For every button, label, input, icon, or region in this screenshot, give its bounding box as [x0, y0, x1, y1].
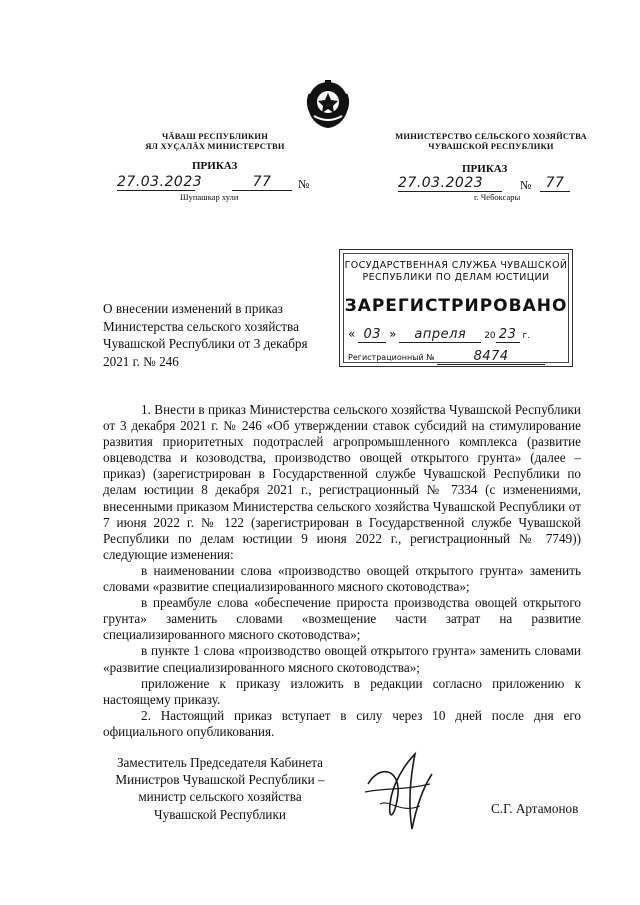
stamp-year-prefix: 20 [484, 331, 496, 341]
subject-line: Чувашской Республики от 3 декабря [103, 336, 308, 351]
subject-line: Министерства сельского хозяйства [103, 318, 299, 334]
republic-emblem-icon [304, 80, 352, 130]
subject-line: О внесении изменений в приказ [103, 301, 283, 316]
right-title-line: ЧУВАШСКОЙ РЕСПУБЛИКИ [428, 141, 554, 151]
stamp-number-line [348, 349, 570, 365]
body-paragraph: 2. Настоящий приказ вступает в силу через 10 дней после дня его официального опубликования. [103, 707, 581, 739]
stamp-inner-border [343, 253, 569, 363]
left-order-number: 77 [232, 174, 292, 191]
subject-line: 2021 г. № 246 [103, 353, 179, 369]
right-order-number: 77 [540, 175, 570, 192]
right-order-date: 27.03.2023 [398, 175, 502, 192]
left-title-line: ЯЛ ХУÇАЛĂХ МИНИСТЕРСТВИ [145, 141, 285, 151]
right-number-label: № [520, 178, 532, 192]
stamp-day: 03 [358, 327, 386, 343]
stamp-year-unit: г. [522, 331, 531, 341]
registration-stamp [339, 249, 573, 367]
body-paragraph: приложение к приказу изложить в редакции согласно приложению к настоящему приказу. [103, 675, 581, 707]
right-title-line: МИНИСТЕРСТВО СЕЛЬСКОГО ХОЗЯЙСТВА [395, 131, 587, 141]
stamp-close-quote: » [389, 327, 397, 341]
signer-position [100, 754, 340, 823]
stamp-agency [344, 260, 568, 284]
body-paragraph: в пункте 1 слова «производство овощей открытого грунта» заменить словами «развитие специализированного мясного скотоводства»; [103, 643, 581, 675]
stamp-year-suffix: 23 [496, 327, 520, 343]
stamp-date-line [348, 327, 570, 343]
left-ministry-title [140, 131, 290, 151]
right-city: г. Чебоксары [474, 192, 521, 202]
left-order-word: ПРИКАЗ [192, 160, 238, 172]
stamp-open-quote: « [348, 327, 356, 341]
left-order-date: 27.03.2023 [117, 174, 203, 190]
left-city: Шупашкар хули [180, 192, 239, 202]
stamp-agency-line: ГОСУДАРСТВЕННАЯ СЛУЖБА ЧУВАШСКОЙ [344, 260, 568, 271]
left-title-line: ЧĂВАШ РЕСПУБЛИКИН [161, 131, 269, 141]
handwritten-signature [360, 744, 440, 839]
body-paragraph: в наименовании слова «производство овощей открытого грунта» заменить словами «развитие специализированного мясного скотоводства»; [103, 562, 581, 595]
stamp-reg-number: 8474 [437, 349, 545, 365]
stamp-agency-line: РЕСПУБЛИКИ ПО ДЕЛАМ ЮСТИЦИИ [362, 272, 550, 283]
signer-position-line: Заместитель Председателя Кабинета [116, 755, 324, 770]
body-paragraph: 1. Внести в приказ Министерства сельского хозяйства Чувашской Республики от 3 декабря 2021 г. № 246 «Об утверждении ставок субсидий на стимулирование развития приоритетных подотраслей агропромышленного комплекса (развитие овцеводства и козоводства, производство овощей открытого грунта» (далее – приказ) (зарегистрирован в Государственной службе Чувашской Республики по делам юстиции 8 декабря 2021 г., регистрационный № 7334 (с изменениями, внесенными приказом Министерства сельского хозяйства Чувашской Республики от 7 июня 2022 г. № 122 (зарегистрирован в Государственной службе Чувашской Республики по делам юстиции 9 июня 2022 г., регистрационный № 7749)) следующие изменения: [103, 402, 581, 562]
right-order-word: ПРИКАЗ [462, 163, 508, 175]
signer-position-line: Чувашской Республики [154, 806, 286, 822]
stamp-month: апреля [399, 327, 481, 343]
signer-name: С.Г. Артамонов [491, 801, 579, 816]
stamp-registered: ЗАРЕГИСТРИРОВАНО [344, 296, 568, 316]
left-number-label: № [298, 177, 310, 191]
right-ministry-title [391, 131, 591, 151]
order-body [103, 402, 581, 740]
signer-position-line: министр сельского хозяйства [138, 789, 302, 805]
body-paragraph: в преамбуле слова «обеспечение прироста производства овощей открытого грунта» заменить словами «возмещение части затрат на развитие специализированного мясного скотоводства»; [103, 595, 581, 643]
stamp-reg-label: Регистрационный № [348, 353, 435, 362]
signer-position-line: Министров Чувашской Республики – [115, 772, 325, 788]
order-subject [103, 300, 323, 370]
